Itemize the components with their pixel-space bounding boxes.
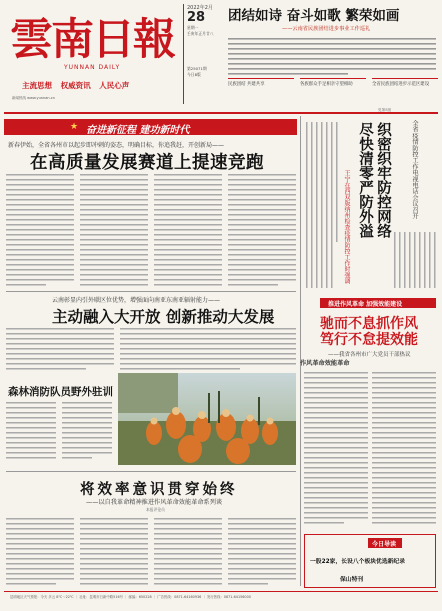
guide-headline-1[interactable]: 一股22家，长设八个板块优选新纪录	[310, 559, 406, 565]
page-count: 今日8版	[187, 71, 201, 77]
top-story-box-2[interactable]: 各族群众手足相亲守望相助	[300, 78, 366, 87]
top-story[interactable]	[228, 4, 438, 114]
lead-column-1	[6, 174, 74, 286]
date-day: 28	[187, 10, 206, 25]
right-subtitle-2: 作风革命效能革命	[300, 360, 350, 367]
photo-image	[118, 373, 296, 465]
top-story-subtitle: ——云南省民族团结进步事业工作巡礼	[282, 26, 371, 32]
slogan-2: 权威资讯	[60, 81, 91, 90]
lead-body-text	[6, 172, 298, 288]
guide-label-text: 今日导读	[372, 541, 397, 548]
top-story-box-1[interactable]: 民族团结 共建共享	[228, 78, 294, 87]
photo-story-headline[interactable]: 森林消防队员野外驻训	[8, 386, 113, 398]
section-rule-2	[6, 471, 296, 472]
commentary-body-text	[6, 516, 298, 588]
second-headline[interactable]: 主动融入大开放 创新推动大发展	[52, 308, 275, 326]
top-story-headline[interactable]: 团结如诗 奋斗如歌 繁荣如画	[228, 8, 400, 24]
slogan-3: 人民心声	[99, 81, 130, 90]
section-rule	[6, 291, 296, 292]
right-column-body-text-2	[392, 230, 438, 290]
top-story-sidebar-boxes	[228, 78, 438, 87]
lead-kicker: 新春伊始，全省各州市以起步即冲刺的姿态，明确目标，你追我赶，开创新局——	[8, 142, 225, 149]
date-block	[183, 4, 223, 104]
date-lunar: 壬寅年正月廿八	[187, 30, 214, 36]
masthead-slogans	[22, 80, 135, 91]
right-headline-line-1: 驰而不息抓作风	[320, 316, 418, 332]
top-story-body-lines	[228, 36, 438, 78]
commentary-headline[interactable]: 将效率意识贯穿始终	[80, 482, 238, 498]
right-headline-body-text	[304, 370, 438, 532]
body-text-lines	[228, 36, 438, 76]
right-vertical-headline-1[interactable]: 织密织牢防控网络	[375, 122, 391, 238]
second-kicker: 云南彰显内引外联区位优势，增强面向南亚东南亚辐射能力——	[52, 297, 221, 304]
right-subtitle: ——我省各州市广大党员干部热议	[328, 352, 411, 358]
right-headline[interactable]	[320, 316, 418, 348]
right-headline-line-2: 笃行不怠提效能	[320, 332, 418, 348]
guide-label	[368, 538, 402, 548]
newspaper-logo[interactable]: 雲南日報	[10, 15, 174, 65]
section-banner	[4, 119, 297, 135]
footer-info: 昆明地区天气预报：今天 多云 8℃～22℃ ｜ 社址：昆明市日新中路516号 ｜ 邮编：650228 ｜ 广告热线：0871-64160936 ｜ 发行热线：0871-64156000	[10, 595, 251, 599]
right-vertical-headline-2[interactable]: 尽快清零严防外溢	[357, 122, 373, 238]
top-story-page-ref: 见第5版	[378, 108, 392, 112]
issue-number: 第25071期	[187, 66, 207, 71]
firefighter-training-photo[interactable]	[118, 373, 296, 465]
right-column-body-text	[304, 120, 338, 290]
masthead-divider	[4, 112, 438, 114]
newspaper-logo-english: YUNNAN DAILY	[64, 64, 121, 71]
masthead-web[interactable]: 新闻热线 www.yunnan.cn	[12, 96, 55, 100]
right-vertical-subtitle: 王宁在西双版纳州检查疫情防控工作时强调	[343, 170, 350, 284]
party-emblem-icon: ★	[70, 122, 79, 132]
column-divider	[300, 116, 301, 586]
banner-text: 奋进新征程 建功新时代	[86, 125, 190, 136]
date-year: 2022年2月	[187, 5, 213, 11]
top-story-box-3[interactable]: 全省民族团结进步示范区建设	[372, 78, 438, 87]
right-banner-text: 推进作风革命 加强效能建设	[328, 301, 403, 308]
right-vertical-kicker: 全省疫情防控工作电视电话会议召开	[411, 120, 418, 220]
commentary-author: 本报评论员	[146, 507, 165, 512]
commentary-subtitle: ——以自我革命精神推进作风革命效能革命系列谈	[86, 499, 223, 506]
second-body-text	[6, 326, 298, 372]
footer-divider	[4, 591, 438, 592]
slogan-1: 主流思想	[22, 81, 52, 90]
guide-headline-2[interactable]: 保山特刊	[340, 577, 364, 583]
lead-headline[interactable]: 在高质量发展赛道上提速竞跑	[30, 153, 264, 173]
photo-story-body-text	[6, 400, 114, 466]
date-weekday: 星期一	[187, 25, 199, 30]
right-section-banner	[320, 298, 436, 308]
